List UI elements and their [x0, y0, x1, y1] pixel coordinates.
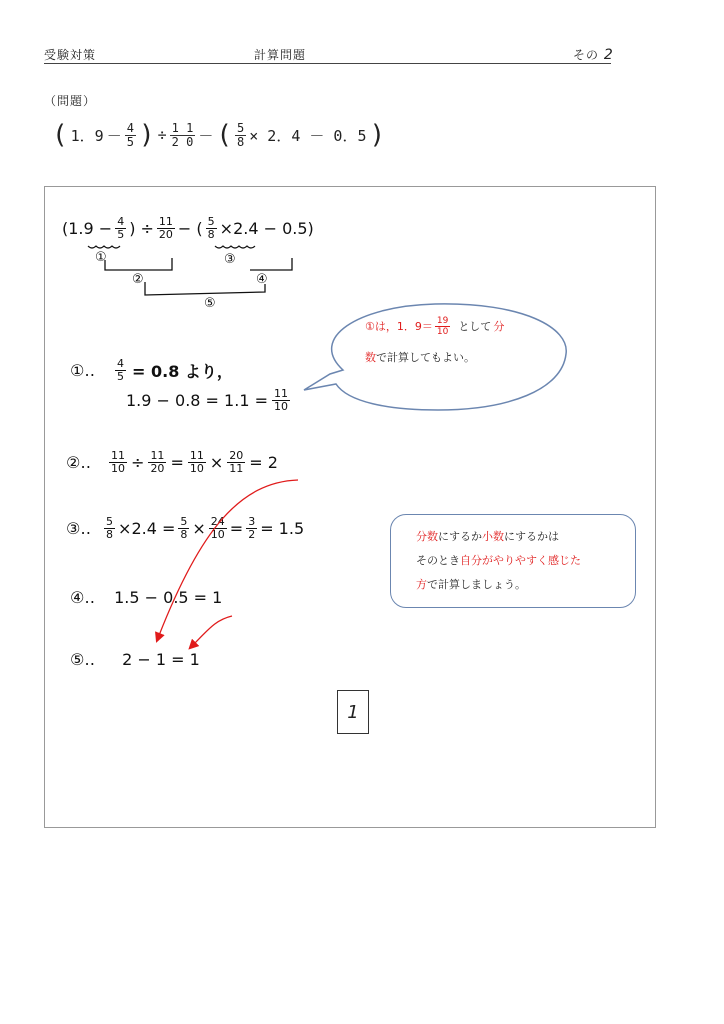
step-3-times-2: × [192, 519, 206, 538]
bubble-line-2 [365, 348, 475, 368]
fraction-numerator: 20 [229, 449, 244, 462]
step-1-line-2-fraction [272, 388, 290, 413]
header-right-prefix: その [573, 48, 600, 62]
step-1-label: ①‥ [70, 361, 96, 380]
fraction-numerator: 5 [180, 515, 188, 528]
sol-expr-part-c: − ( [177, 219, 203, 238]
expr-minus-2: － [198, 126, 214, 145]
fraction-denominator: 8 [180, 528, 188, 541]
sol-expr-part-d: ×2.4 − 0.5) [219, 219, 314, 238]
header-right-number: 2 [603, 47, 614, 63]
fraction-denominator: 20 [158, 228, 173, 241]
fraction-numerator: 5 [106, 515, 114, 528]
fraction-numerator: 3 [248, 515, 256, 528]
fraction-denominator: 5 [117, 370, 125, 383]
tip-text: にするかは [504, 530, 559, 543]
fraction-denominator: 5 [117, 228, 125, 241]
red-arrows [140, 470, 320, 660]
final-answer-box: 1 [337, 690, 369, 734]
sol-expr-part-b: ) ÷ [129, 219, 154, 238]
bubble-text: として [458, 319, 492, 333]
step-3-times-1: ×2.4 = [118, 519, 176, 538]
header-center: 計算問題 [254, 48, 307, 62]
fraction-numerator: 11 [189, 449, 204, 462]
step-1-line-2 [126, 388, 290, 413]
tip-line-2 [416, 551, 581, 571]
step-2-divide: ÷ [131, 453, 145, 472]
expr-divide: ÷ [157, 126, 167, 144]
fraction-denominator: 11 [229, 462, 244, 475]
step-2-fraction-1 [109, 450, 127, 475]
step-4-label: ④‥ [70, 588, 96, 607]
fraction-numerator: 4 [117, 357, 125, 370]
marker-4: ④ [256, 272, 268, 287]
fraction-denominator: 8 [207, 228, 215, 241]
step-2-label: ②‥ [66, 453, 92, 472]
fraction-denominator: 10 [111, 462, 126, 475]
bubble-red-text: 数 [365, 351, 376, 364]
expr-value-a: 1．9 [70, 126, 104, 145]
step-3-equals: = [229, 519, 244, 538]
fraction-denominator: 5 [126, 134, 134, 149]
fraction-numerator: 11 [111, 449, 126, 462]
paren-open-2: ( [216, 120, 233, 150]
step-5-label: ⑤‥ [70, 650, 96, 669]
expr-fraction-2 [170, 122, 196, 149]
tip-text: にするか [438, 530, 482, 543]
expr-fraction-1 [125, 122, 136, 149]
sol-fraction-2 [157, 216, 175, 241]
step-1-fraction [115, 358, 126, 383]
fraction-numerator: 11 [273, 387, 288, 400]
fraction-denominator: 2 [248, 528, 256, 541]
problem-expression [52, 120, 385, 150]
paren-close-1: ) [138, 120, 155, 150]
tip-line-1 [416, 527, 559, 547]
marker-1: ① [95, 250, 107, 265]
header-left: 受験対策 [44, 48, 97, 62]
sol-fraction-3 [206, 216, 217, 241]
step-3-fraction-1 [104, 516, 115, 541]
fraction-denominator: 20 [150, 462, 165, 475]
header-right [573, 46, 614, 63]
expr-minus-1: － [106, 126, 122, 145]
bubble-line-1 [365, 316, 504, 337]
tip-red-text: 小数 [482, 530, 504, 543]
expr-times: × 2．4 － 0．5 [249, 126, 367, 145]
fraction-numerator: 1 1 [171, 120, 194, 135]
bubble-fraction [435, 316, 450, 337]
tip-text: で計算しましょう。 [427, 578, 526, 591]
fraction-denominator: 10 [273, 400, 288, 413]
step-1-line-2-text: 1.9 − 0.8 = 1.1 = [126, 391, 268, 410]
fraction-numerator: 19 [436, 316, 449, 326]
step-1-equation: = 0.8 より， [132, 362, 233, 381]
step-5-body: 2 − 1 = 1 [122, 650, 200, 669]
paren-open-1: ( [52, 120, 68, 150]
fraction-numerator: 11 [150, 449, 165, 462]
fraction-numerator: 5 [237, 120, 245, 135]
fraction-denominator: 8 [106, 528, 114, 541]
tip-red-text: 方 [416, 578, 427, 591]
marker-3: ③ [224, 252, 236, 267]
bubble-red-text: 分 [493, 319, 505, 333]
fraction-denominator: 10 [189, 462, 204, 475]
fraction-denominator: 2 0 [171, 134, 194, 149]
fraction-numerator: 24 [210, 515, 225, 528]
fraction-numerator: 5 [207, 215, 215, 228]
paren-close-2: ) [369, 120, 386, 150]
fraction-numerator: 4 [117, 215, 125, 228]
marker-2: ② [132, 272, 144, 287]
sol-expr-part-a: (1.9 − [62, 219, 113, 238]
tip-line-3 [416, 575, 526, 595]
tip-text: そのとき [416, 554, 460, 567]
fraction-denominator: 10 [210, 528, 225, 541]
fraction-denominator: 10 [436, 327, 449, 337]
marker-5: ⑤ [204, 296, 216, 311]
bubble-red-text: ①は，1．9＝ [365, 319, 433, 333]
step-1 [70, 358, 233, 383]
step-3-result: = 1.5 [260, 519, 305, 538]
fraction-numerator: 11 [158, 215, 173, 228]
fraction-denominator: 8 [237, 134, 245, 149]
bubble-text: で計算してもよい。 [376, 351, 475, 364]
step-3-label: ③‥ [66, 519, 92, 538]
sol-fraction-1 [115, 216, 126, 241]
solution-expression [62, 216, 314, 241]
tip-red-text: 自分がやりやすく感じた [460, 554, 581, 567]
expr-fraction-3 [235, 122, 246, 149]
header-underline [44, 63, 611, 64]
step-4-body: 1.5 − 0.5 = 1 [114, 588, 223, 607]
fraction-numerator: 4 [126, 120, 134, 135]
step-2-times: × [209, 453, 224, 472]
tip-red-text: 分数 [416, 530, 438, 543]
problem-label: （問題） [44, 94, 97, 108]
step-2-result: = 2 [249, 453, 278, 472]
step-2-equals: = [170, 453, 184, 472]
